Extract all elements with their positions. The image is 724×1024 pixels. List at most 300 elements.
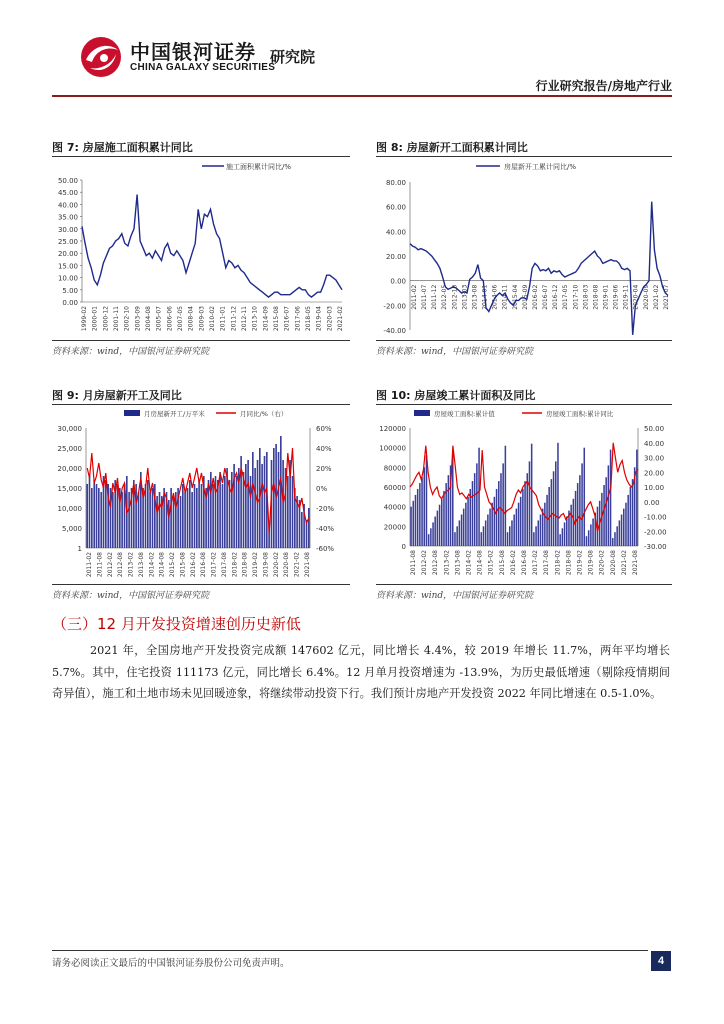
bar: [546, 495, 548, 546]
x-tick-label: 2015-02: [487, 550, 495, 576]
x-tick-label: 2020-02: [598, 550, 606, 576]
bar: [93, 480, 95, 548]
bar: [437, 511, 439, 546]
bar: [201, 484, 203, 548]
bar: [608, 465, 610, 546]
x-tick-label: 2016-02: [189, 552, 197, 578]
x-tick-label: 2015-08: [179, 552, 187, 578]
bar: [636, 450, 638, 546]
x-tick-label: 2011-02: [411, 284, 418, 310]
bar: [252, 452, 254, 548]
x-tick-label: 2014-08: [476, 550, 484, 576]
bar: [465, 503, 467, 546]
x-tick-label: 2017-08: [543, 550, 551, 576]
x-tick-label: 2013-08: [471, 284, 479, 310]
y-left-tick-label: 15,000: [57, 485, 82, 493]
bar: [210, 472, 212, 548]
x-tick-label: 2016-08: [521, 550, 528, 576]
bar: [243, 472, 245, 548]
bar: [474, 473, 476, 546]
y-right-tick-label: 20.00: [644, 469, 665, 478]
y-right-tick-label: -40%: [316, 525, 335, 533]
bar: [564, 522, 566, 546]
fig10-chart: [376, 406, 672, 582]
y-right-tick-label: -20.00: [644, 528, 667, 537]
legend-label-line: 月同比/%（右）: [240, 410, 288, 418]
bar: [308, 508, 310, 548]
bar: [189, 480, 191, 548]
bar: [245, 464, 247, 548]
bar: [112, 492, 114, 548]
bar: [236, 476, 238, 548]
x-tick-label: 2017-10: [572, 284, 580, 310]
bar: [603, 485, 605, 546]
bar: [196, 488, 198, 548]
bar: [91, 488, 93, 548]
bar: [280, 436, 282, 548]
bar: [518, 503, 520, 546]
fig8-title: 图 8: 房屋新开工面积累计同比: [376, 141, 528, 154]
bar: [424, 467, 426, 546]
y-tick-label: 0.00: [62, 299, 78, 307]
fig9-top-rule: [52, 404, 350, 405]
bar: [278, 452, 280, 548]
bar: [159, 492, 161, 548]
y-left-tick-label: 0: [401, 543, 406, 551]
fig8-chart: [376, 158, 672, 338]
x-tick-label: 2001-11: [113, 306, 120, 332]
x-tick-label: 2019-08: [262, 552, 270, 578]
bar: [592, 519, 594, 547]
legend-label-line: 房屋竣工面积:累计同比: [546, 410, 614, 418]
bar: [187, 488, 189, 548]
bar: [417, 489, 419, 546]
x-tick-label: 2014-01: [481, 284, 489, 310]
y-tick-label: 35.00: [57, 213, 78, 222]
bar: [441, 499, 443, 546]
x-tick-label: 2014-11: [501, 284, 509, 310]
bar: [173, 496, 175, 548]
x-tick-label: 2019-11: [622, 284, 630, 310]
bar: [551, 479, 553, 546]
y-tick-label: -40.00: [383, 327, 406, 335]
bar: [421, 477, 423, 546]
bar: [250, 476, 252, 548]
x-tick-label: 2013-02: [443, 550, 451, 576]
x-tick-label: 2012-02: [421, 550, 429, 576]
galaxy-logo-icon: [78, 34, 124, 80]
y-tick-label: 5.00: [62, 286, 78, 295]
bar: [513, 515, 515, 547]
x-tick-label: 2018-02: [231, 552, 239, 578]
brand-name-en: CHINA GALAXY SECURITIES: [130, 62, 276, 73]
y-tick-label: -20.00: [383, 302, 406, 311]
x-tick-label: 2014-06: [491, 284, 499, 310]
bar: [538, 520, 540, 546]
y-right-tick-label: 50.00: [644, 425, 665, 433]
y-tick-label: 20.00: [385, 253, 406, 261]
bar: [224, 476, 226, 548]
x-tick-label: 2017-02: [532, 550, 540, 576]
x-tick-label: 2019-06: [612, 284, 620, 310]
y-tick-label: 60.00: [385, 203, 406, 212]
fig8-bottom-rule: [376, 340, 672, 341]
x-tick-label: 2018-08: [565, 550, 573, 576]
y-left-tick-label: 120000: [379, 425, 406, 433]
bar: [481, 532, 483, 546]
fig7-top-rule: [52, 156, 350, 157]
bar: [168, 500, 170, 548]
bar: [581, 463, 583, 546]
y-left-tick-label: 100000: [379, 444, 406, 453]
bar: [419, 483, 421, 546]
x-tick-label: 2014-09: [262, 306, 270, 332]
bar: [180, 496, 182, 548]
x-tick-label: 2020-08: [609, 550, 617, 576]
x-tick-label: 2015-02: [169, 552, 177, 578]
bar: [128, 492, 130, 548]
fig10-title: 图 10: 房屋竣工累计面积及同比: [376, 389, 536, 402]
bar: [535, 526, 537, 546]
bar: [264, 456, 266, 548]
y-left-tick-label: 40000: [383, 503, 406, 512]
x-tick-label: 2012-10: [451, 284, 459, 310]
x-tick-label: 2021-08: [632, 550, 639, 576]
y-tick-label: 30.00: [57, 225, 78, 234]
y-tick-label: 80.00: [385, 179, 406, 187]
bar: [86, 484, 88, 548]
x-tick-label: 2016-02: [509, 550, 517, 576]
x-tick-label: 2017-06: [294, 306, 302, 332]
x-tick-label: 2006-06: [166, 306, 174, 332]
y-right-tick-label: 0.00: [644, 498, 660, 507]
x-tick-label: 2018-05: [305, 306, 312, 332]
bar: [184, 492, 186, 548]
bar: [627, 495, 629, 546]
y-tick-label: 40.00: [385, 228, 406, 237]
bar: [553, 471, 555, 546]
bar: [247, 460, 249, 548]
legend-label-bar: 房屋竣工面积:累计值: [434, 410, 495, 418]
x-tick-label: 2021-02: [652, 284, 660, 310]
y-tick-label: 10.00: [57, 274, 78, 283]
bar: [562, 528, 564, 546]
legend-label: 房屋新开工累计同比/%: [504, 163, 577, 171]
y-left-tick-label: 80000: [383, 464, 406, 473]
bar: [559, 534, 561, 546]
bar: [182, 484, 184, 548]
bar: [98, 488, 100, 548]
bar: [522, 489, 524, 546]
bar: [89, 476, 91, 548]
y-tick-label: 50.00: [57, 177, 78, 185]
brand-name-cn: 中国银河证券: [130, 40, 256, 64]
bar: [616, 526, 618, 546]
x-tick-label: 2012-02: [106, 552, 114, 578]
bar: [105, 480, 107, 548]
bar: [467, 497, 469, 546]
bar: [605, 477, 607, 546]
bar: [175, 492, 177, 548]
x-tick-label: 2003-09: [134, 306, 142, 332]
fig10-bottom-rule: [376, 584, 672, 585]
bar: [610, 450, 612, 546]
bar: [149, 492, 151, 548]
x-tick-label: 2012-11: [241, 306, 248, 332]
x-tick-label: 2012-08: [117, 552, 125, 578]
bar: [121, 492, 123, 548]
bar: [461, 515, 463, 547]
bar: [505, 446, 507, 546]
bar: [430, 528, 432, 546]
x-tick-label: 2011-12: [230, 306, 238, 332]
x-tick-label: 2019-02: [576, 550, 584, 576]
bar: [434, 517, 436, 547]
fig7-chart: [52, 158, 350, 338]
bar: [487, 515, 489, 547]
x-tick-label: 2004-08: [145, 306, 152, 332]
fig9-bottom-rule: [52, 584, 350, 585]
fig8-top-rule: [376, 156, 672, 157]
bar: [476, 463, 478, 546]
bar: [619, 520, 621, 546]
footer-rule: [52, 950, 648, 951]
bar: [511, 520, 513, 546]
bar: [529, 461, 531, 546]
y-left-tick-label: 20,000: [57, 465, 82, 473]
x-tick-label: 2000-01: [91, 306, 99, 332]
legend-swatch-bar: [414, 410, 430, 416]
bar: [507, 532, 509, 546]
bar: [483, 526, 485, 546]
x-tick-label: 2020-03: [326, 306, 334, 332]
x-tick-label: 2019-02: [252, 552, 260, 578]
x-tick-label: 2015-08: [498, 550, 506, 576]
fig9-chart: [52, 406, 350, 582]
bar: [301, 512, 303, 548]
header-rule: [52, 95, 672, 97]
x-tick-label: 2013-08: [137, 552, 145, 578]
x-tick-label: 2019-04: [315, 306, 323, 332]
x-tick-label: 2008-04: [187, 306, 195, 332]
section-paragraph: 2021 年，全国房地产开发投资完成额 147602 亿元，同比增长 4.4%，较 2019 年增长 11.7%，两年平均增长 5.7%。其中，住宅投资 111173 亿元，同比增长 6.4%。12 月单月投资增速为 -13.9%，为历史最低增速（剔除疫情期间奇异值），施工和土地市场未见回暖迹象，将继续带动投资下行。我们预计房地产开发投资 2022 年同比增速在 0.5-1.0%。: [52, 644, 670, 700]
x-tick-label: 2021-02: [293, 552, 301, 578]
x-tick-label: 2017-02: [210, 552, 218, 578]
bar: [570, 505, 572, 546]
x-tick-label: 2020-02: [272, 552, 280, 578]
fig7-bottom-rule: [52, 340, 350, 341]
y-right-tick-label: 20%: [316, 465, 332, 473]
bar: [555, 461, 557, 546]
y-right-tick-label: 40%: [316, 445, 332, 453]
bar: [630, 487, 632, 546]
bar: [544, 503, 546, 546]
bar: [557, 443, 559, 546]
x-tick-label: 2010-02: [209, 306, 216, 332]
y-tick-label: 0.00: [390, 277, 406, 286]
x-tick-label: 2013-03: [461, 284, 469, 310]
x-tick-label: 2016-02: [531, 284, 539, 310]
bar: [516, 509, 518, 546]
x-tick-label: 2018-08: [241, 552, 249, 578]
bar: [254, 468, 256, 548]
page-number: 4: [651, 951, 671, 971]
x-tick-label: 2018-02: [554, 550, 562, 576]
x-tick-label: 2011-01: [219, 306, 227, 332]
x-tick-label: 2016-08: [200, 552, 208, 578]
report-type: 行业研究报告/房地产行业: [535, 79, 672, 93]
x-tick-label: 2011-08: [410, 550, 417, 576]
bar: [531, 444, 533, 546]
fig8-source: 资料来源：wind，中国银河证券研究院: [376, 347, 534, 357]
series-line: [410, 202, 668, 335]
fig9-title: 图 9: 月房屋新开工及同比: [52, 389, 182, 402]
bar: [494, 497, 496, 546]
x-tick-label: 2011-02: [86, 552, 93, 578]
section-heading: （三）12 月开发投资增速创历史新低: [52, 615, 301, 633]
bar: [459, 520, 461, 546]
y-left-tick-label: 60000: [383, 484, 406, 492]
bar: [575, 491, 577, 546]
bar: [456, 526, 458, 546]
bar: [623, 509, 625, 546]
x-tick-label: 2016-07: [283, 306, 291, 332]
bar: [428, 534, 430, 546]
x-tick-label: 2011-07: [421, 284, 429, 310]
bar: [509, 526, 511, 546]
bar: [191, 492, 193, 548]
bar: [448, 475, 450, 546]
y-right-tick-label: 10.00: [644, 484, 665, 492]
x-tick-label: 2015-08: [273, 306, 280, 332]
x-tick-label: 2011-08: [96, 552, 104, 578]
y-left-tick-label: 20000: [383, 523, 406, 532]
x-tick-label: 2005-07: [155, 306, 163, 332]
y-right-tick-label: -20%: [316, 505, 335, 513]
bar: [212, 484, 214, 548]
x-tick-label: 2014-02: [148, 552, 156, 578]
y-right-tick-label: -30.00: [644, 543, 667, 551]
bar: [577, 483, 579, 546]
y-left-tick-label: 25,000: [57, 445, 82, 453]
fig10-source: 资料来源：wind，中国银河证券研究院: [376, 591, 534, 601]
brand-logo: [78, 34, 338, 82]
bar: [287, 476, 289, 548]
x-tick-label: 2012-08: [432, 550, 440, 576]
bar: [614, 532, 616, 546]
bar: [198, 480, 200, 548]
bar: [222, 484, 224, 548]
bar: [625, 503, 627, 546]
y-tick-label: 40.00: [57, 201, 78, 210]
bar: [273, 448, 275, 548]
x-tick-label: 2021-02: [620, 550, 628, 576]
y-tick-label: 25.00: [57, 238, 78, 246]
bar: [454, 532, 456, 546]
x-tick-label: 2002-10: [123, 306, 131, 332]
bar: [117, 484, 119, 548]
fig9-source: 资料来源：wind，中国银河证券研究院: [52, 591, 210, 601]
bar: [147, 480, 149, 548]
x-tick-label: 2015-09: [521, 284, 529, 310]
y-right-tick-label: -10.00: [644, 513, 667, 522]
x-tick-label: 2018-08: [592, 284, 600, 310]
y-left-tick-label: 1: [77, 545, 82, 553]
bar: [520, 497, 522, 546]
bar: [439, 505, 441, 546]
x-tick-label: 2019-08: [587, 550, 595, 576]
fig10-top-rule: [376, 404, 672, 405]
x-tick-label: 2012-05: [441, 284, 449, 310]
bar: [621, 515, 623, 547]
bar: [588, 530, 590, 546]
x-tick-label: 2011-12: [431, 284, 439, 310]
bar: [491, 503, 493, 546]
y-right-tick-label: 30.00: [644, 454, 665, 463]
bar: [231, 472, 233, 548]
bar: [413, 501, 415, 546]
bar: [533, 532, 535, 546]
footer-disclaimer: 请务必阅读正文最后的中国银河证券股份公司免责声明。: [52, 958, 290, 969]
y-tick-label: 20.00: [57, 250, 78, 259]
bar: [579, 475, 581, 546]
x-tick-label: 2014-02: [465, 550, 473, 576]
bar: [632, 479, 634, 546]
bar: [152, 488, 154, 548]
x-tick-label: 2016-12: [552, 284, 560, 310]
x-tick-label: 2019-01: [602, 284, 610, 310]
institute-label: 研究院: [270, 48, 316, 66]
x-tick-label: 2021-08: [304, 552, 311, 578]
bar: [524, 481, 526, 546]
y-right-tick-label: -60%: [316, 545, 335, 553]
y-left-tick-label: 5,000: [61, 525, 82, 533]
bar: [292, 476, 294, 548]
bar: [478, 448, 480, 546]
bar: [472, 481, 474, 546]
legend-label-bar: 月房屋新开工/万平米: [144, 410, 205, 418]
fig7-title: 图 7: 房屋施工面积累计同比: [52, 141, 193, 154]
x-tick-label: 2007-05: [177, 306, 184, 332]
bar: [566, 517, 568, 547]
x-tick-label: 2018-03: [582, 284, 590, 310]
series-line: [82, 195, 342, 298]
bar: [415, 495, 417, 546]
legend-swatch-bar: [124, 410, 140, 416]
x-tick-label: 2020-04: [632, 284, 640, 310]
bar: [540, 515, 542, 547]
bar: [485, 520, 487, 546]
bar: [426, 456, 428, 547]
bar: [145, 484, 147, 548]
x-tick-label: 2021-02: [337, 306, 344, 332]
bar: [96, 484, 98, 548]
fig7-source: 资料来源：wind，中国银河证券研究院: [52, 347, 210, 357]
x-tick-label: 2013-02: [127, 552, 135, 578]
x-tick-label: 1999-02: [81, 306, 88, 332]
x-tick-label: 2017-05: [562, 284, 570, 310]
y-tick-label: 15.00: [57, 262, 78, 271]
x-tick-label: 2020-08: [283, 552, 291, 578]
y-left-tick-label: 30,000: [57, 425, 82, 433]
bar: [138, 492, 140, 548]
bar: [612, 538, 614, 546]
bar: [219, 472, 221, 548]
x-tick-label: 2015-04: [511, 284, 519, 310]
x-tick-label: 2000-12: [102, 306, 110, 332]
x-tick-label: 2021-07: [663, 284, 670, 310]
bar: [590, 524, 592, 546]
